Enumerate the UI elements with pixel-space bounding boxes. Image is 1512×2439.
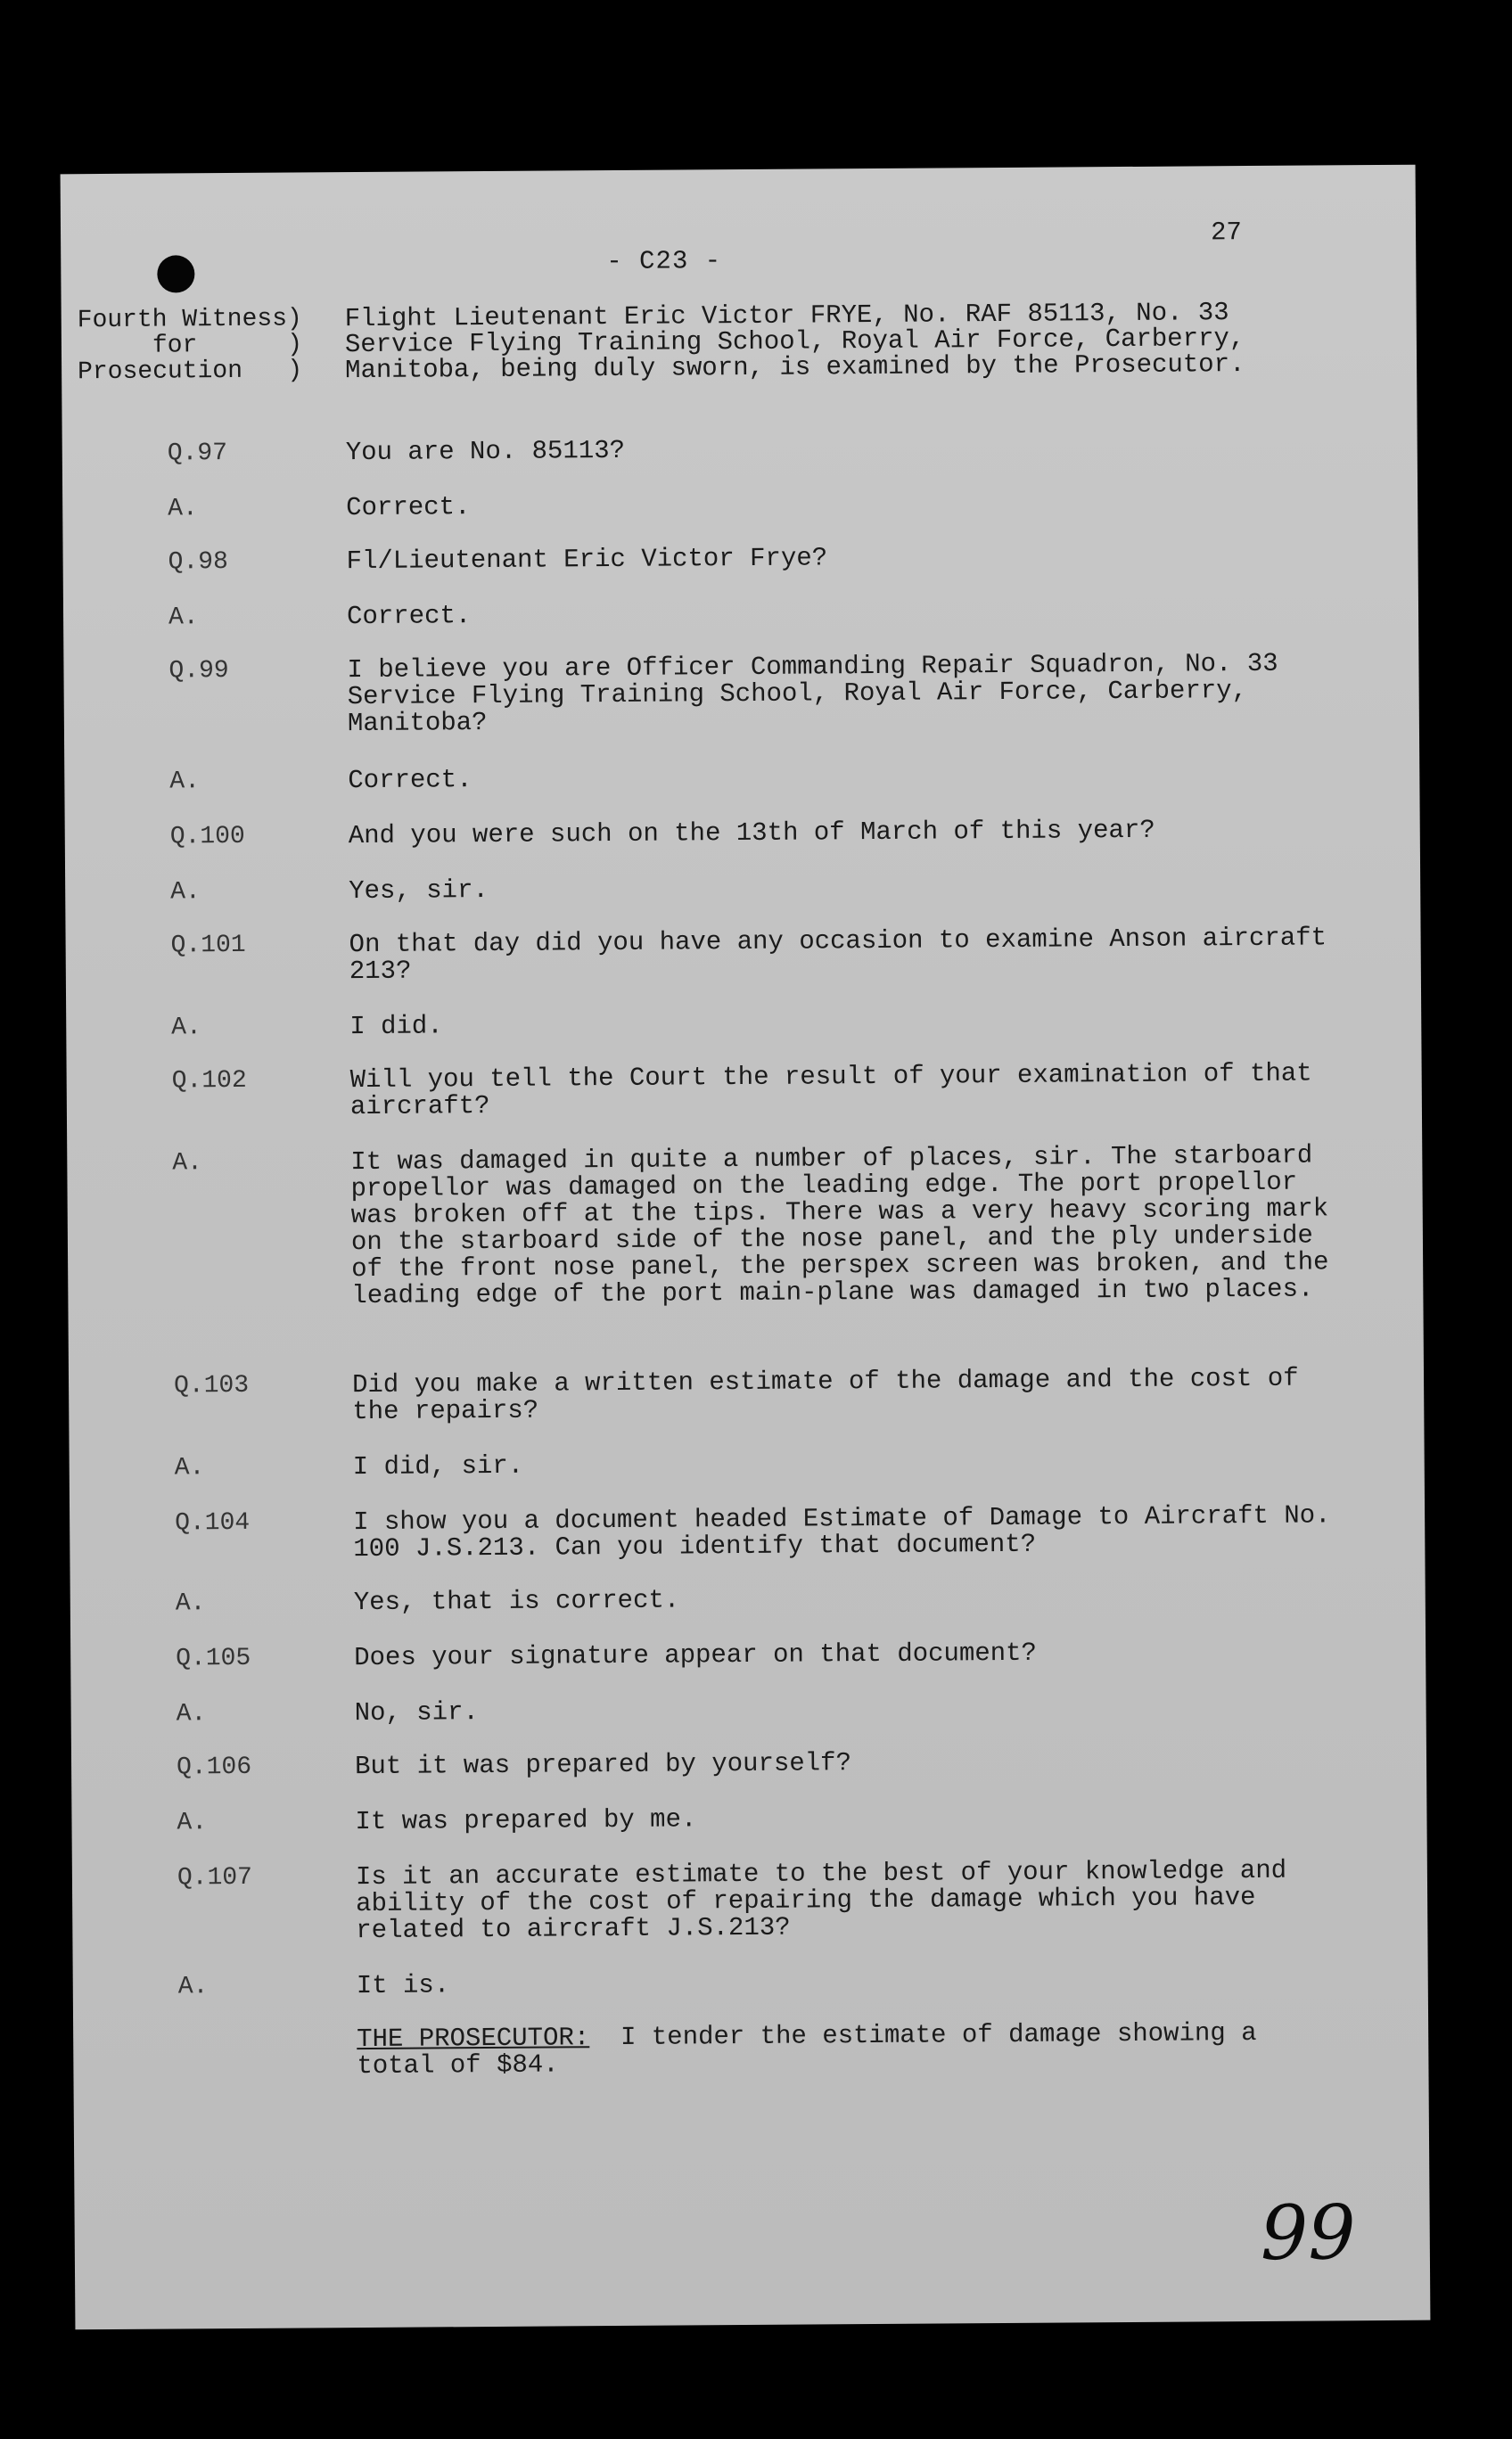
witness-intro: Flight Lieutenant Eric Victor FRYE, No. RAF 85113, No. 33 Service Flying Training School, Royal Air Force, Carberry, Manitoba, being duly sworn, is examined by the Prosecutor. [344, 298, 1245, 386]
prosecutor-text: I tender the estimate of damage showing a total of $84. [357, 2018, 1257, 2082]
qa-text: Correct. [348, 765, 472, 796]
qa-item [67, 1058, 1422, 1122]
qa-text: Does your signature appear on that document? [354, 1638, 1038, 1673]
witness-label: Fourth Witness) for ) Prosecution ) [77, 305, 303, 387]
qa-item [71, 1746, 1426, 1782]
qa-text: You are No. 85113? [345, 435, 626, 468]
qa-label: Q.99 [168, 657, 229, 686]
qa-label: A. [170, 878, 201, 907]
qa-text: Yes, sir. [349, 875, 489, 907]
page-header: - C23 - [606, 246, 722, 277]
qa-label: Q.106 [176, 1753, 252, 1782]
qa-item [71, 1693, 1426, 1729]
document-page [61, 165, 1431, 2330]
qa-label: Q.101 [170, 931, 246, 960]
qa-text: But it was prepared by yourself? [354, 1748, 852, 1782]
qa-item [62, 488, 1418, 523]
qa-text: Fl/Lieutenant Eric Victor Frye? [346, 543, 828, 577]
qa-text: Correct. [346, 601, 472, 632]
qa-label: A. [175, 1589, 206, 1618]
qa-text: On that day did you have any occasion to examine Anson aircraft 213? [349, 923, 1327, 987]
page-number: 27 [1210, 218, 1242, 248]
qa-label: Q.98 [168, 548, 228, 577]
prosecutor-statement [73, 2018, 1428, 2082]
qa-text: No, sir. [354, 1697, 479, 1729]
qa-item [62, 432, 1418, 468]
qa-text: Did you make a written estimate of the damage and the cost of the repairs? [351, 1363, 1299, 1427]
qa-text: Correct. [346, 492, 471, 523]
qa-item [73, 1966, 1428, 2001]
qa-text: And you were such on the 13th of March of this year? [348, 815, 1155, 851]
qa-item [69, 1363, 1424, 1427]
punch-hole [157, 255, 194, 292]
qa-label: A. [171, 1014, 201, 1042]
qa-text: It was damaged in quite a number of places, sir. The starboard propellor was damaged on the leading edge. The port propellor was broken off at the tips. There was a very heavy scoring mark on the starboard side of the nose panel, and the ply underside of the front nose panel, the perspex screen was broken, and the leading edge of the port main-plane was damaged in two places. [350, 1140, 1329, 1311]
qa-text: Yes, that is correct. [353, 1585, 680, 1618]
qa-item [67, 1140, 1422, 1311]
qa-item [70, 1582, 1426, 1618]
qa-text: I believe you are Officer Commanding Repair Squadron, No. 33 Service Flying Training School, Royal Air Force, Carberry, Manitoba? [347, 648, 1278, 739]
qa-label: Q.105 [176, 1644, 251, 1673]
qa-item [72, 1855, 1427, 1946]
qa-text: I did. [349, 1011, 443, 1042]
qa-item [63, 541, 1418, 577]
qa-label: Q.97 [167, 439, 228, 468]
prosecutor-label: THE PROSECUTOR: [357, 2023, 590, 2055]
qa-label: Q.102 [171, 1066, 247, 1096]
qa-item [66, 1006, 1421, 1042]
qa-item [70, 1638, 1426, 1673]
qa-text: It is. [356, 1970, 450, 2001]
qa-item [65, 871, 1420, 907]
qa-item [70, 1500, 1425, 1564]
handwritten-page-number: 99 [1260, 2189, 1356, 2277]
qa-item [66, 923, 1421, 987]
qa-item [63, 596, 1418, 632]
qa-label: A. [174, 1454, 205, 1482]
qa-text: It was prepared by me. [355, 1804, 697, 1837]
qa-label: Q.103 [173, 1371, 250, 1400]
qa-label: A. [169, 768, 201, 796]
qa-label: A. [177, 1973, 209, 2001]
qa-item [65, 815, 1420, 851]
qa-label: A. [172, 1149, 203, 1178]
qa-label: A. [168, 604, 199, 632]
qa-text: I did, sir. [352, 1450, 524, 1482]
qa-item [71, 1802, 1426, 1837]
qa-label: A. [168, 495, 198, 523]
qa-text: I show you a document headed Estimate of Damage to Aircraft No. 100 J.S.213. Can you identify that document? [353, 1500, 1331, 1564]
qa-label: Q.100 [169, 822, 245, 851]
qa-text: Is it an accurate estimate to the best of your knowledge and ability of the cost of repairing the damage which you have related to aircraft J.S.213? [355, 1855, 1287, 1946]
qa-item [63, 648, 1418, 739]
qa-text: Will you tell the Court the result of your examination of that aircraft? [349, 1058, 1312, 1122]
qa-label: A. [176, 1700, 207, 1729]
qa-label: Q.104 [175, 1508, 251, 1538]
qa-label: Q.107 [177, 1863, 253, 1893]
qa-item [64, 760, 1419, 796]
qa-item [70, 1447, 1425, 1482]
qa-label: A. [177, 1809, 208, 1837]
